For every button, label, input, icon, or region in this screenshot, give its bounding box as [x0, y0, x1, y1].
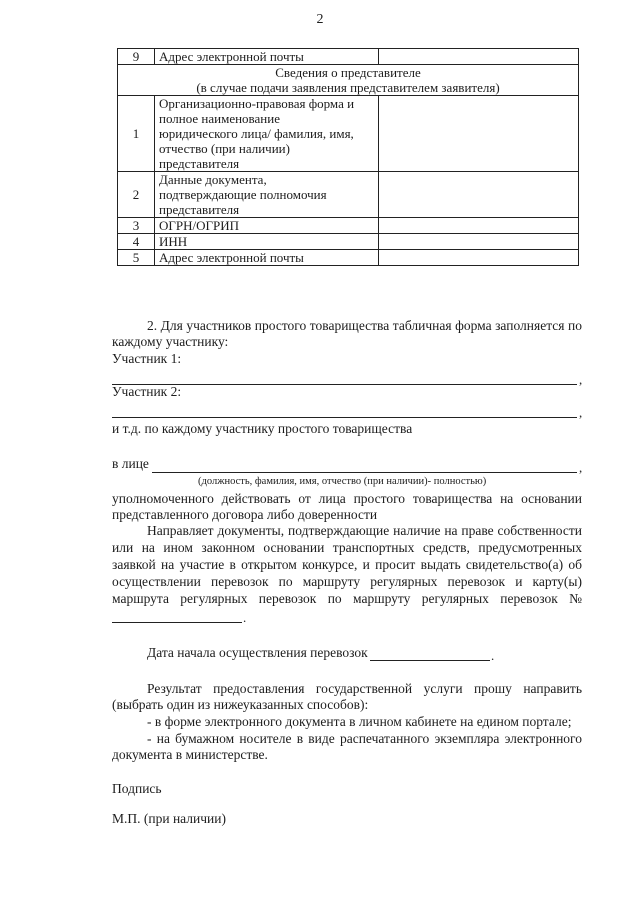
row-label-line: полное наименование: [159, 111, 280, 126]
start-date-label: Дата начала осуществления перевозок: [147, 645, 368, 660]
documents-paragraph-line: Направляет документы, подтверждающие наличие на праве собственности: [147, 523, 582, 538]
table-row: [118, 250, 579, 266]
signature-label: Подпись: [112, 781, 162, 796]
row-number: 9: [118, 49, 155, 65]
row-value-cell: [379, 96, 579, 172]
in-person-label: в лице: [112, 456, 149, 471]
participant-2-blank: [112, 417, 577, 418]
row-number: 3: [118, 218, 155, 234]
row-label-line: Данные документа,: [159, 172, 267, 187]
etc-line: и т.д. по каждому участнику простого товарищества: [112, 421, 413, 436]
in-person-hint: (должность, фамилия, имя, отчество (при наличии)- полностью): [198, 476, 487, 487]
table-row: [118, 218, 579, 234]
row-label: [155, 172, 379, 218]
authorized-line: уполномоченного действовать от лица простого товарищества на основании: [112, 491, 582, 506]
period: .: [491, 648, 495, 663]
row-number: 1: [118, 96, 155, 172]
row-label: [155, 96, 379, 172]
row-value-cell: [379, 218, 579, 234]
page-number: 2: [316, 12, 324, 27]
row-label-line: представителя: [159, 156, 240, 171]
participant-2-label: Участник 2:: [112, 384, 182, 399]
row-label-line: отчество (при наличии): [159, 141, 290, 156]
section-subtitle: (в случае подачи заявления представителем заявителя): [196, 80, 500, 95]
row-number: 4: [118, 234, 155, 250]
representative-table: [117, 48, 579, 266]
authorized-line: представленного договора либо доверенности: [112, 507, 378, 522]
paragraph-2-line: 2. Для участников простого товарищества табличная форма заполняется по: [147, 318, 582, 333]
option-paper-line: документа в министерстве.: [112, 747, 268, 762]
period: .: [243, 610, 247, 625]
row-label-line: представителя: [159, 202, 240, 217]
row-value-cell: [379, 172, 579, 218]
stamp-label: М.П. (при наличии): [112, 811, 226, 826]
row-value-cell: [379, 49, 579, 65]
section-header-row: [118, 65, 579, 96]
row-number: 5: [118, 250, 155, 266]
row-label-line: юридического лица/ фамилия, имя,: [159, 126, 354, 141]
start-date-blank: [370, 660, 490, 661]
documents-paragraph-line: маршрута регулярных перевозок по маршруту регулярных перевозок №: [112, 591, 582, 606]
row-label-line: Организационно-правовая форма и: [159, 96, 355, 111]
row-label-line: подтверждающие полномочия: [159, 187, 327, 202]
documents-paragraph-line: или на ином законном основании транспортных средств, предусмотренных: [112, 540, 582, 555]
row-number: 2: [118, 172, 155, 218]
row-label: Адрес электронной почты: [155, 49, 379, 65]
row-label: Адрес электронной почты: [155, 250, 379, 266]
row-label: ИНН: [155, 234, 379, 250]
option-paper-line: - на бумажном носителе в виде распечатанного экземпляра электронного: [147, 731, 582, 746]
participant-1-label: Участник 1:: [112, 351, 182, 366]
participant-1-blank: [112, 384, 577, 385]
row-value-cell: [379, 234, 579, 250]
option-electronic: - в форме электронного документа в личном кабинете на едином портале;: [147, 714, 572, 729]
documents-paragraph-line: осуществлении перевозок по маршруту регулярных перевозок и карту(ы): [112, 574, 582, 589]
comma: ,: [579, 405, 583, 420]
in-person-blank: [152, 472, 577, 473]
result-line: (выбрать один из нижеуказанных способов):: [112, 697, 369, 712]
table-row: [118, 234, 579, 250]
documents-paragraph-line: заявкой на участие в открытом конкурсе, и просит выдать свидетельство(а) об: [112, 557, 582, 572]
route-number-blank: [112, 622, 242, 623]
paragraph-2-line: каждому участнику:: [112, 334, 229, 349]
table-row: [118, 96, 579, 172]
comma: ,: [579, 372, 583, 387]
result-line: Результат предоставления государственной услуги прошу направить: [147, 681, 582, 696]
row-label: ОГРН/ОГРИП: [155, 218, 379, 234]
comma: ,: [579, 460, 583, 475]
row-value-cell: [379, 250, 579, 266]
section-title: Сведения о представителе: [275, 65, 421, 80]
table-row: [118, 172, 579, 218]
table-row: [118, 49, 579, 65]
section-header: [118, 65, 579, 96]
